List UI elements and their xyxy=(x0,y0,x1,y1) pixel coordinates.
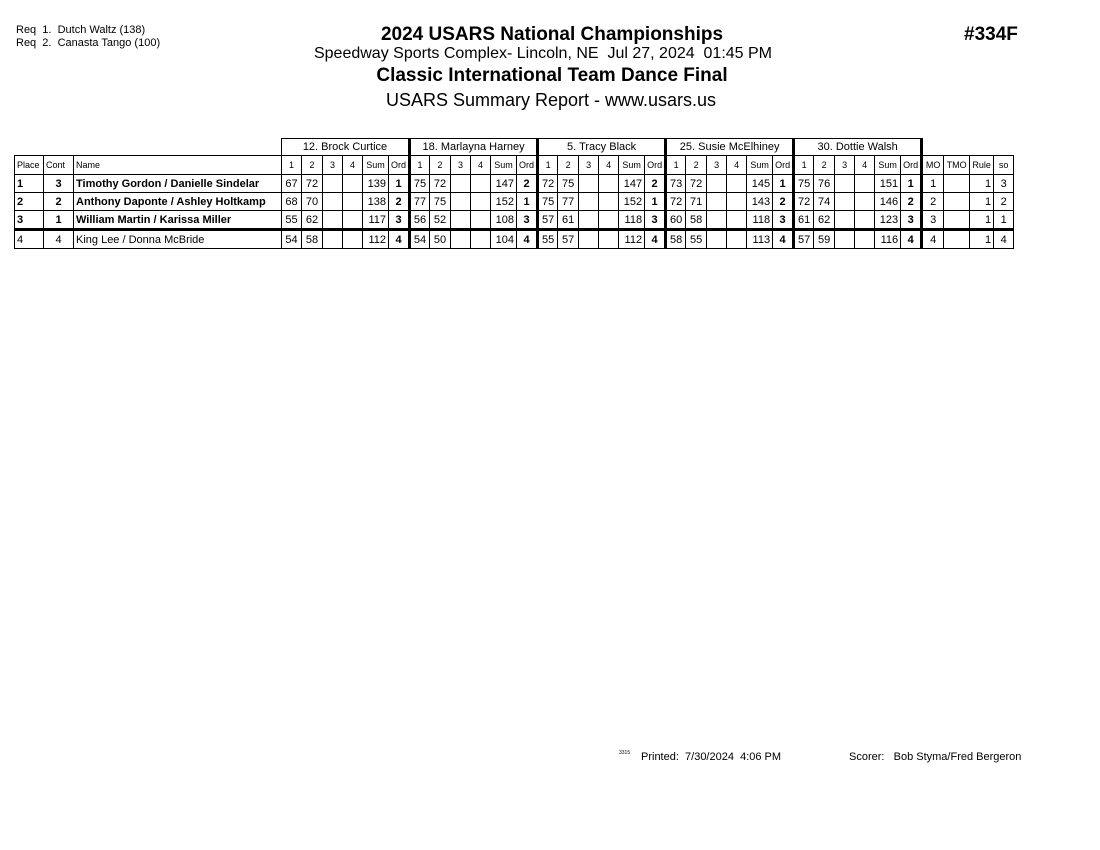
score-cell xyxy=(579,193,599,211)
sum-cell: 112 xyxy=(363,230,389,249)
score-cell: 75 xyxy=(538,193,558,211)
column-header-judge-score: 4 xyxy=(599,156,619,175)
ordinal-cell: 4 xyxy=(517,230,538,249)
column-header-judge-score: 2 xyxy=(814,156,835,175)
score-cell: 73 xyxy=(666,175,686,193)
column-header-judge-score: 2 xyxy=(302,156,323,175)
column-header-judge-score: 3 xyxy=(707,156,727,175)
rule-cell: 1 xyxy=(970,211,994,230)
column-header-judge-score: 3 xyxy=(451,156,471,175)
judge-name: 18. Marlayna Harney xyxy=(410,139,538,156)
sum-cell: 139 xyxy=(363,175,389,193)
judge-header-spacer xyxy=(922,139,1014,156)
score-cell xyxy=(471,175,491,193)
column-header-judge-score: Ord xyxy=(645,156,666,175)
mo-cell: 2 xyxy=(922,193,944,211)
score-cell: 72 xyxy=(430,175,451,193)
score-cell xyxy=(855,230,875,249)
score-cell xyxy=(323,175,343,193)
tmo-cell xyxy=(944,193,970,211)
sum-cell: 108 xyxy=(491,211,517,230)
score-cell xyxy=(471,230,491,249)
score-cell: 72 xyxy=(686,175,707,193)
column-header-judge-score: 4 xyxy=(727,156,747,175)
ordinal-cell: 3 xyxy=(645,211,666,230)
so-cell: 2 xyxy=(994,193,1014,211)
ordinal-cell: 3 xyxy=(901,211,922,230)
column-header-tail: Rule xyxy=(970,156,994,175)
table-row xyxy=(15,230,1014,249)
score-cell xyxy=(343,211,363,230)
team-name-cell: Anthony Daponte / Ashley Holtkamp xyxy=(74,193,282,211)
so-cell: 4 xyxy=(994,230,1014,249)
score-cell: 58 xyxy=(302,230,323,249)
score-cell xyxy=(323,230,343,249)
sum-cell: 152 xyxy=(619,193,645,211)
so-cell: 3 xyxy=(994,175,1014,193)
mo-cell: 1 xyxy=(922,175,944,193)
report-subtitle: USARS Summary Report - www.usars.us xyxy=(385,90,717,110)
mo-cell: 3 xyxy=(922,211,944,230)
score-cell xyxy=(451,193,471,211)
score-cell: 62 xyxy=(302,211,323,230)
sum-cell: 116 xyxy=(875,230,901,249)
score-cell: 70 xyxy=(302,193,323,211)
footer-code: 3315 xyxy=(619,750,631,756)
judge-name: 5. Tracy Black xyxy=(538,139,666,156)
score-cell: 71 xyxy=(686,193,707,211)
sum-cell: 123 xyxy=(875,211,901,230)
score-cell xyxy=(707,230,727,249)
score-cell xyxy=(343,175,363,193)
event-title: Classic International Team Dance Final xyxy=(376,65,728,86)
score-cell: 61 xyxy=(558,211,579,230)
page-title: 2024 USARS National Championships xyxy=(380,24,724,45)
score-cell: 72 xyxy=(666,193,686,211)
column-header-name: Name xyxy=(74,156,282,175)
score-cell: 75 xyxy=(794,175,814,193)
venue-date: Speedway Sports Complex- Lincoln, NE Jul 27, 2024 01:45 PM xyxy=(313,45,773,62)
sum-cell: 145 xyxy=(747,175,773,193)
score-cell: 75 xyxy=(430,193,451,211)
score-cell: 52 xyxy=(430,211,451,230)
score-cell xyxy=(835,230,855,249)
score-cell: 58 xyxy=(686,211,707,230)
column-header-judge-score: Sum xyxy=(491,156,517,175)
score-cell xyxy=(599,193,619,211)
judge-name: 12. Brock Curtice xyxy=(282,139,410,156)
score-cell: 54 xyxy=(282,230,302,249)
score-cell: 62 xyxy=(814,211,835,230)
column-header-cont: Cont xyxy=(44,156,74,175)
ordinal-cell: 1 xyxy=(773,175,794,193)
mo-cell: 4 xyxy=(922,230,944,249)
requirement-2: Req 2. Canasta Tango (100) xyxy=(16,37,161,49)
column-header-judge-score: 3 xyxy=(579,156,599,175)
ordinal-cell: 3 xyxy=(389,211,410,230)
score-cell: 55 xyxy=(686,230,707,249)
score-cell xyxy=(599,211,619,230)
column-header-judge-score: Ord xyxy=(389,156,410,175)
ordinal-cell: 3 xyxy=(517,211,538,230)
sum-cell: 152 xyxy=(491,193,517,211)
score-cell xyxy=(707,211,727,230)
team-name-cell: Timothy Gordon / Danielle Sindelar xyxy=(74,175,282,193)
score-cell xyxy=(835,211,855,230)
score-cell xyxy=(855,211,875,230)
score-cell: 54 xyxy=(410,230,430,249)
score-cell: 57 xyxy=(538,211,558,230)
score-cell xyxy=(471,211,491,230)
cont-cell: 4 xyxy=(44,230,74,249)
score-cell xyxy=(599,230,619,249)
table-row xyxy=(15,175,1014,193)
column-header-judge-score: Sum xyxy=(619,156,645,175)
column-header-judge-score: 4 xyxy=(471,156,491,175)
score-cell: 67 xyxy=(282,175,302,193)
score-cell xyxy=(599,175,619,193)
cont-cell: 3 xyxy=(44,175,74,193)
score-cell: 57 xyxy=(794,230,814,249)
judge-header-row xyxy=(15,139,1014,156)
column-header-judge-score: 3 xyxy=(323,156,343,175)
score-cell xyxy=(835,175,855,193)
ordinal-cell: 4 xyxy=(773,230,794,249)
column-header-judge-score: Sum xyxy=(875,156,901,175)
score-cell xyxy=(727,211,747,230)
tmo-cell xyxy=(944,175,970,193)
column-header-judge-score: 1 xyxy=(538,156,558,175)
printed-date: Printed: 7/30/2024 4:06 PM xyxy=(641,751,782,763)
ordinal-cell: 4 xyxy=(645,230,666,249)
requirements-list xyxy=(16,24,160,50)
score-cell: 75 xyxy=(410,175,430,193)
column-header-tail: TMO xyxy=(944,156,970,175)
rule-cell: 1 xyxy=(970,193,994,211)
sum-cell: 113 xyxy=(747,230,773,249)
column-header-judge-score: Sum xyxy=(363,156,389,175)
score-cell xyxy=(451,175,471,193)
score-cell xyxy=(451,230,471,249)
sum-cell: 146 xyxy=(875,193,901,211)
score-cell xyxy=(343,230,363,249)
ordinal-cell: 2 xyxy=(901,193,922,211)
sum-cell: 117 xyxy=(363,211,389,230)
sum-cell: 151 xyxy=(875,175,901,193)
place-cell: 3 xyxy=(15,211,44,230)
judge-name: 25. Susie McElhiney xyxy=(666,139,794,156)
ordinal-cell: 4 xyxy=(901,230,922,249)
ordinal-cell: 1 xyxy=(901,175,922,193)
score-cell xyxy=(727,175,747,193)
score-cell: 50 xyxy=(430,230,451,249)
rule-cell: 1 xyxy=(970,230,994,249)
score-cell xyxy=(579,230,599,249)
score-cell: 77 xyxy=(558,193,579,211)
judge-name: 30. Dottie Walsh xyxy=(794,139,922,156)
ordinal-cell: 2 xyxy=(773,193,794,211)
column-header-row xyxy=(15,156,1014,175)
score-cell: 72 xyxy=(302,175,323,193)
table-row xyxy=(15,211,1014,230)
column-header-judge-score: Sum xyxy=(747,156,773,175)
column-header-judge-score: 2 xyxy=(430,156,451,175)
column-header-judge-score: Ord xyxy=(773,156,794,175)
so-cell: 1 xyxy=(994,211,1014,230)
ordinal-cell: 1 xyxy=(517,193,538,211)
sum-cell: 143 xyxy=(747,193,773,211)
score-cell xyxy=(707,193,727,211)
team-name-cell: King Lee / Donna McBride xyxy=(74,230,282,249)
ordinal-cell: 2 xyxy=(645,175,666,193)
sum-cell: 118 xyxy=(619,211,645,230)
column-header-judge-score: 4 xyxy=(343,156,363,175)
results-table xyxy=(14,138,1014,249)
column-header-judge-score: Ord xyxy=(901,156,922,175)
column-header-judge-score: 4 xyxy=(855,156,875,175)
sum-cell: 104 xyxy=(491,230,517,249)
ordinal-cell: 4 xyxy=(389,230,410,249)
cont-cell: 1 xyxy=(44,211,74,230)
score-cell xyxy=(471,193,491,211)
event-number: #334F xyxy=(964,24,1018,45)
sum-cell: 112 xyxy=(619,230,645,249)
tmo-cell xyxy=(944,211,970,230)
sum-cell: 147 xyxy=(491,175,517,193)
ordinal-cell: 1 xyxy=(389,175,410,193)
column-header-judge-score: 3 xyxy=(835,156,855,175)
score-cell: 76 xyxy=(814,175,835,193)
ordinal-cell: 1 xyxy=(645,193,666,211)
table-row xyxy=(15,193,1014,211)
ordinal-cell: 2 xyxy=(389,193,410,211)
score-cell xyxy=(855,175,875,193)
score-cell: 61 xyxy=(794,211,814,230)
place-cell: 4 xyxy=(15,230,44,249)
score-cell: 60 xyxy=(666,211,686,230)
rule-cell: 1 xyxy=(970,175,994,193)
score-cell xyxy=(451,211,471,230)
scorer-names: Scorer: Bob Styma/Fred Bergeron xyxy=(849,751,1022,763)
score-cell xyxy=(579,175,599,193)
column-header-tail: so xyxy=(994,156,1014,175)
score-cell: 58 xyxy=(666,230,686,249)
score-cell: 59 xyxy=(814,230,835,249)
score-cell xyxy=(343,193,363,211)
column-header-judge-score: 1 xyxy=(794,156,814,175)
score-cell xyxy=(579,211,599,230)
score-cell xyxy=(835,193,855,211)
score-cell xyxy=(707,175,727,193)
judge-header-spacer xyxy=(15,139,282,156)
score-cell: 75 xyxy=(558,175,579,193)
score-cell: 57 xyxy=(558,230,579,249)
requirement-1: Req 1. Dutch Waltz (138) xyxy=(16,24,146,36)
sum-cell: 147 xyxy=(619,175,645,193)
column-header-judge-score: 1 xyxy=(666,156,686,175)
ordinal-cell: 2 xyxy=(517,175,538,193)
sum-cell: 138 xyxy=(363,193,389,211)
score-cell: 72 xyxy=(538,175,558,193)
team-name-cell: William Martin / Karissa Miller xyxy=(74,211,282,230)
column-header-judge-score: 1 xyxy=(282,156,302,175)
cont-cell: 2 xyxy=(44,193,74,211)
score-cell: 55 xyxy=(282,211,302,230)
place-cell: 1 xyxy=(15,175,44,193)
column-header-place: Place xyxy=(15,156,44,175)
score-cell: 72 xyxy=(794,193,814,211)
ordinal-cell: 3 xyxy=(773,211,794,230)
score-cell: 55 xyxy=(538,230,558,249)
place-cell: 2 xyxy=(15,193,44,211)
score-cell: 56 xyxy=(410,211,430,230)
score-cell xyxy=(323,193,343,211)
tmo-cell xyxy=(944,230,970,249)
score-cell xyxy=(855,193,875,211)
score-cell: 68 xyxy=(282,193,302,211)
column-header-tail: MO xyxy=(922,156,944,175)
score-cell: 77 xyxy=(410,193,430,211)
score-cell xyxy=(727,230,747,249)
column-header-judge-score: 2 xyxy=(558,156,579,175)
column-header-judge-score: Ord xyxy=(517,156,538,175)
score-cell xyxy=(323,211,343,230)
column-header-judge-score: 2 xyxy=(686,156,707,175)
sum-cell: 118 xyxy=(747,211,773,230)
column-header-judge-score: 1 xyxy=(410,156,430,175)
score-cell xyxy=(727,193,747,211)
score-cell: 74 xyxy=(814,193,835,211)
